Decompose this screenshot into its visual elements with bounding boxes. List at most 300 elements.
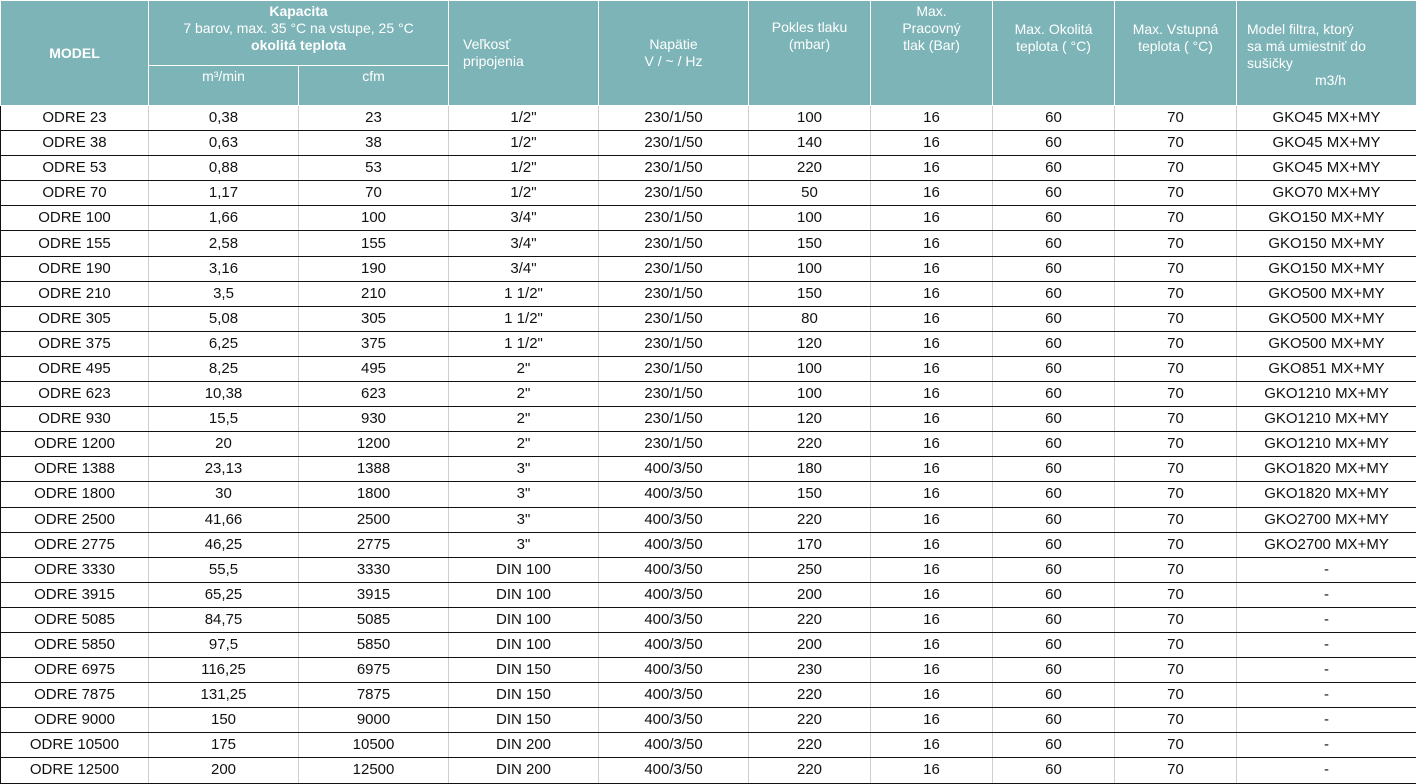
cell-filter-model: GKO150 MX+MY xyxy=(1237,231,1416,256)
cell-capacity-cfm: 9000 xyxy=(299,708,449,733)
cell-max-pressure: 16 xyxy=(871,683,993,708)
cell-connection: 1/2" xyxy=(449,106,599,131)
cell-pressure-drop: 80 xyxy=(749,306,871,331)
cell-capacity-cfm: 53 xyxy=(299,156,449,181)
cell-capacity-cfm: 2775 xyxy=(299,532,449,557)
cell-capacity-cfm: 1200 xyxy=(299,432,449,457)
cell-voltage: 400/3/50 xyxy=(599,557,749,582)
header-unit-m3: m³/min xyxy=(149,66,299,106)
cell-max-pressure: 16 xyxy=(871,482,993,507)
cell-max-inlet-temp: 70 xyxy=(1115,683,1237,708)
cell-model: ODRE 5085 xyxy=(1,607,149,632)
cell-model: ODRE 70 xyxy=(1,181,149,206)
cell-max-inlet-temp: 70 xyxy=(1115,231,1237,256)
cell-filter-model: GKO45 MX+MY xyxy=(1237,106,1416,131)
cell-max-inlet-temp: 70 xyxy=(1115,482,1237,507)
cell-max-inlet-temp: 70 xyxy=(1115,658,1237,683)
cell-max-inlet-temp: 70 xyxy=(1115,331,1237,356)
header-pracovny-line3: tlak (Bar) xyxy=(903,37,960,53)
cell-voltage: 230/1/50 xyxy=(599,331,749,356)
cell-pressure-drop: 100 xyxy=(749,356,871,381)
cell-pressure-drop: 220 xyxy=(749,607,871,632)
cell-pressure-drop: 200 xyxy=(749,632,871,657)
cell-max-ambient-temp: 60 xyxy=(993,156,1115,181)
cell-max-ambient-temp: 60 xyxy=(993,457,1115,482)
cell-filter-model: GKO70 MX+MY xyxy=(1237,181,1416,206)
cell-pressure-drop: 230 xyxy=(749,658,871,683)
cell-pressure-drop: 100 xyxy=(749,256,871,281)
cell-max-ambient-temp: 60 xyxy=(993,281,1115,306)
cell-model: ODRE 38 xyxy=(1,131,149,156)
cell-max-pressure: 16 xyxy=(871,582,993,607)
cell-filter-model: - xyxy=(1237,708,1416,733)
header-filter-line1: Model filtra, ktorý xyxy=(1247,21,1354,37)
header-pokles xyxy=(749,1,871,106)
cell-max-inlet-temp: 70 xyxy=(1115,256,1237,281)
cell-voltage: 230/1/50 xyxy=(599,156,749,181)
cell-max-pressure: 16 xyxy=(871,356,993,381)
cell-connection: DIN 100 xyxy=(449,607,599,632)
cell-connection: 2" xyxy=(449,432,599,457)
cell-max-inlet-temp: 70 xyxy=(1115,532,1237,557)
cell-filter-model: - xyxy=(1237,758,1416,783)
cell-voltage: 230/1/50 xyxy=(599,281,749,306)
cell-capacity-cfm: 1388 xyxy=(299,457,449,482)
cell-capacity-cfm: 375 xyxy=(299,331,449,356)
cell-max-inlet-temp: 70 xyxy=(1115,607,1237,632)
cell-voltage: 230/1/50 xyxy=(599,206,749,231)
cell-max-ambient-temp: 60 xyxy=(993,557,1115,582)
cell-connection: DIN 200 xyxy=(449,758,599,783)
cell-max-pressure: 16 xyxy=(871,382,993,407)
table-row xyxy=(1,582,1416,607)
cell-voltage: 230/1/50 xyxy=(599,356,749,381)
cell-max-inlet-temp: 70 xyxy=(1115,557,1237,582)
table-row xyxy=(1,557,1416,582)
cell-voltage: 230/1/50 xyxy=(599,256,749,281)
cell-voltage: 230/1/50 xyxy=(599,306,749,331)
table-row xyxy=(1,131,1416,156)
cell-capacity-m3: 116,25 xyxy=(149,658,299,683)
cell-filter-model: GKO500 MX+MY xyxy=(1237,281,1416,306)
table-row xyxy=(1,683,1416,708)
cell-model: ODRE 623 xyxy=(1,382,149,407)
header-filter-line3: sušičky xyxy=(1247,55,1293,71)
cell-pressure-drop: 150 xyxy=(749,231,871,256)
cell-max-pressure: 16 xyxy=(871,156,993,181)
cell-max-inlet-temp: 70 xyxy=(1115,382,1237,407)
cell-max-ambient-temp: 60 xyxy=(993,331,1115,356)
cell-connection: DIN 150 xyxy=(449,708,599,733)
cell-voltage: 230/1/50 xyxy=(599,231,749,256)
cell-connection: 1/2" xyxy=(449,156,599,181)
table-row xyxy=(1,356,1416,381)
cell-max-ambient-temp: 60 xyxy=(993,106,1115,131)
cell-model: ODRE 1200 xyxy=(1,432,149,457)
cell-capacity-cfm: 70 xyxy=(299,181,449,206)
cell-capacity-m3: 131,25 xyxy=(149,683,299,708)
cell-capacity-cfm: 3915 xyxy=(299,582,449,607)
cell-max-ambient-temp: 60 xyxy=(993,758,1115,783)
cell-filter-model: GKO500 MX+MY xyxy=(1237,331,1416,356)
cell-model: ODRE 190 xyxy=(1,256,149,281)
cell-voltage: 400/3/50 xyxy=(599,507,749,532)
cell-max-inlet-temp: 70 xyxy=(1115,156,1237,181)
cell-model: ODRE 305 xyxy=(1,306,149,331)
cell-capacity-cfm: 2500 xyxy=(299,507,449,532)
cell-max-ambient-temp: 60 xyxy=(993,356,1115,381)
cell-voltage: 400/3/50 xyxy=(599,758,749,783)
cell-pressure-drop: 50 xyxy=(749,181,871,206)
cell-filter-model: GKO2700 MX+MY xyxy=(1237,507,1416,532)
cell-filter-model: - xyxy=(1237,582,1416,607)
cell-connection: DIN 150 xyxy=(449,683,599,708)
cell-max-ambient-temp: 60 xyxy=(993,632,1115,657)
cell-connection: 3" xyxy=(449,482,599,507)
table-row xyxy=(1,758,1416,783)
table-row xyxy=(1,457,1416,482)
cell-capacity-m3: 84,75 xyxy=(149,607,299,632)
cell-max-inlet-temp: 70 xyxy=(1115,708,1237,733)
cell-max-ambient-temp: 60 xyxy=(993,181,1115,206)
cell-connection: 3/4" xyxy=(449,231,599,256)
cell-filter-model: GKO45 MX+MY xyxy=(1237,131,1416,156)
cell-max-ambient-temp: 60 xyxy=(993,231,1115,256)
cell-capacity-cfm: 23 xyxy=(299,106,449,131)
cell-pressure-drop: 250 xyxy=(749,557,871,582)
cell-max-ambient-temp: 60 xyxy=(993,432,1115,457)
table-body xyxy=(1,106,1416,784)
cell-pressure-drop: 140 xyxy=(749,131,871,156)
cell-capacity-cfm: 623 xyxy=(299,382,449,407)
table-row xyxy=(1,658,1416,683)
cell-pressure-drop: 120 xyxy=(749,331,871,356)
header-pracovny-line2: Pracovný xyxy=(902,20,961,36)
cell-model: ODRE 375 xyxy=(1,331,149,356)
cell-capacity-cfm: 6975 xyxy=(299,658,449,683)
cell-pressure-drop: 220 xyxy=(749,733,871,758)
header-pracovny-tlak xyxy=(871,1,993,106)
cell-max-inlet-temp: 70 xyxy=(1115,457,1237,482)
table-row xyxy=(1,632,1416,657)
cell-model: ODRE 3330 xyxy=(1,557,149,582)
cell-max-pressure: 16 xyxy=(871,507,993,532)
cell-max-pressure: 16 xyxy=(871,457,993,482)
cell-filter-model: - xyxy=(1237,557,1416,582)
cell-capacity-m3: 10,38 xyxy=(149,382,299,407)
cell-voltage: 400/3/50 xyxy=(599,658,749,683)
cell-connection: 1 1/2" xyxy=(449,331,599,356)
cell-voltage: 400/3/50 xyxy=(599,607,749,632)
cell-max-pressure: 16 xyxy=(871,632,993,657)
cell-max-inlet-temp: 70 xyxy=(1115,206,1237,231)
cell-voltage: 230/1/50 xyxy=(599,432,749,457)
cell-capacity-cfm: 38 xyxy=(299,131,449,156)
cell-voltage: 400/3/50 xyxy=(599,457,749,482)
cell-model: ODRE 3915 xyxy=(1,582,149,607)
table-row xyxy=(1,156,1416,181)
cell-pressure-drop: 180 xyxy=(749,457,871,482)
cell-voltage: 400/3/50 xyxy=(599,632,749,657)
cell-model: ODRE 930 xyxy=(1,407,149,432)
table-row xyxy=(1,206,1416,231)
cell-model: ODRE 1800 xyxy=(1,482,149,507)
cell-pressure-drop: 150 xyxy=(749,281,871,306)
table-row xyxy=(1,507,1416,532)
cell-voltage: 230/1/50 xyxy=(599,131,749,156)
cell-filter-model: GKO851 MX+MY xyxy=(1237,356,1416,381)
table-row xyxy=(1,607,1416,632)
table-row xyxy=(1,306,1416,331)
table-row xyxy=(1,256,1416,281)
cell-max-inlet-temp: 70 xyxy=(1115,582,1237,607)
cell-capacity-m3: 1,17 xyxy=(149,181,299,206)
cell-max-pressure: 16 xyxy=(871,557,993,582)
cell-max-pressure: 16 xyxy=(871,256,993,281)
header-model: MODEL xyxy=(1,1,149,106)
cell-capacity-m3: 175 xyxy=(149,733,299,758)
cell-max-ambient-temp: 60 xyxy=(993,683,1115,708)
cell-filter-model: GKO2700 MX+MY xyxy=(1237,532,1416,557)
cell-pressure-drop: 100 xyxy=(749,106,871,131)
cell-voltage: 400/3/50 xyxy=(599,708,749,733)
cell-capacity-cfm: 7875 xyxy=(299,683,449,708)
header-okolita-teplota xyxy=(993,1,1115,106)
cell-pressure-drop: 200 xyxy=(749,582,871,607)
cell-max-pressure: 16 xyxy=(871,708,993,733)
cell-filter-model: GKO150 MX+MY xyxy=(1237,256,1416,281)
header-velkost-line2: pripojenia xyxy=(463,53,524,69)
cell-model: ODRE 12500 xyxy=(1,758,149,783)
cell-filter-model: - xyxy=(1237,632,1416,657)
table-row xyxy=(1,106,1416,131)
header-kapacita-sub2: okolitá teplota xyxy=(251,37,346,53)
table-row xyxy=(1,532,1416,557)
cell-max-pressure: 16 xyxy=(871,306,993,331)
cell-voltage: 400/3/50 xyxy=(599,482,749,507)
header-kapacita xyxy=(149,1,449,66)
cell-capacity-cfm: 155 xyxy=(299,231,449,256)
header-filter-model xyxy=(1237,1,1416,106)
table-row xyxy=(1,331,1416,356)
cell-max-inlet-temp: 70 xyxy=(1115,281,1237,306)
cell-voltage: 230/1/50 xyxy=(599,407,749,432)
cell-filter-model: - xyxy=(1237,683,1416,708)
cell-pressure-drop: 220 xyxy=(749,708,871,733)
table-row xyxy=(1,432,1416,457)
cell-max-inlet-temp: 70 xyxy=(1115,306,1237,331)
cell-max-pressure: 16 xyxy=(871,607,993,632)
cell-filter-model: GKO45 MX+MY xyxy=(1237,156,1416,181)
cell-max-ambient-temp: 60 xyxy=(993,131,1115,156)
cell-connection: 3/4" xyxy=(449,256,599,281)
cell-voltage: 400/3/50 xyxy=(599,582,749,607)
table-row xyxy=(1,181,1416,206)
cell-max-ambient-temp: 60 xyxy=(993,407,1115,432)
header-vstupna-line2: teplota ( °C) xyxy=(1138,38,1213,54)
cell-max-inlet-temp: 70 xyxy=(1115,131,1237,156)
cell-max-pressure: 16 xyxy=(871,131,993,156)
cell-voltage: 230/1/50 xyxy=(599,106,749,131)
cell-max-inlet-temp: 70 xyxy=(1115,432,1237,457)
cell-pressure-drop: 120 xyxy=(749,407,871,432)
cell-pressure-drop: 150 xyxy=(749,482,871,507)
cell-filter-model: - xyxy=(1237,733,1416,758)
cell-model: ODRE 23 xyxy=(1,106,149,131)
cell-max-pressure: 16 xyxy=(871,231,993,256)
table-row xyxy=(1,708,1416,733)
cell-max-inlet-temp: 70 xyxy=(1115,407,1237,432)
cell-connection: 1 1/2" xyxy=(449,306,599,331)
cell-model: ODRE 10500 xyxy=(1,733,149,758)
cell-pressure-drop: 100 xyxy=(749,382,871,407)
cell-model: ODRE 5850 xyxy=(1,632,149,657)
cell-model: ODRE 2775 xyxy=(1,532,149,557)
cell-capacity-cfm: 12500 xyxy=(299,758,449,783)
cell-max-pressure: 16 xyxy=(871,331,993,356)
cell-max-pressure: 16 xyxy=(871,733,993,758)
cell-connection: 3/4" xyxy=(449,206,599,231)
cell-pressure-drop: 220 xyxy=(749,432,871,457)
cell-capacity-cfm: 1800 xyxy=(299,482,449,507)
cell-max-ambient-temp: 60 xyxy=(993,382,1115,407)
header-filter-line4: m3/h xyxy=(1314,72,1347,88)
cell-capacity-cfm: 495 xyxy=(299,356,449,381)
cell-connection: 1 1/2" xyxy=(449,281,599,306)
cell-model: ODRE 9000 xyxy=(1,708,149,733)
cell-connection: DIN 100 xyxy=(449,557,599,582)
cell-capacity-m3: 0,38 xyxy=(149,106,299,131)
header-vstupna-line1: Max. Vstupná xyxy=(1132,21,1219,37)
cell-pressure-drop: 220 xyxy=(749,507,871,532)
cell-capacity-m3: 0,88 xyxy=(149,156,299,181)
header-okolita-line2: teplota ( °C) xyxy=(1016,38,1091,54)
cell-model: ODRE 2500 xyxy=(1,507,149,532)
cell-pressure-drop: 170 xyxy=(749,532,871,557)
cell-model: ODRE 495 xyxy=(1,356,149,381)
header-napatie-line2: V / ~ / Hz xyxy=(644,53,703,69)
header-velkost xyxy=(449,1,599,106)
cell-capacity-m3: 65,25 xyxy=(149,582,299,607)
cell-capacity-m3: 150 xyxy=(149,708,299,733)
cell-filter-model: GKO150 MX+MY xyxy=(1237,206,1416,231)
cell-connection: 2" xyxy=(449,356,599,381)
cell-capacity-cfm: 190 xyxy=(299,256,449,281)
cell-max-pressure: 16 xyxy=(871,658,993,683)
cell-pressure-drop: 220 xyxy=(749,156,871,181)
cell-capacity-cfm: 5085 xyxy=(299,607,449,632)
cell-max-ambient-temp: 60 xyxy=(993,507,1115,532)
cell-filter-model: GKO1210 MX+MY xyxy=(1237,432,1416,457)
cell-voltage: 400/3/50 xyxy=(599,532,749,557)
cell-model: ODRE 1388 xyxy=(1,457,149,482)
table-header xyxy=(1,1,1416,106)
table-row xyxy=(1,733,1416,758)
cell-max-ambient-temp: 60 xyxy=(993,306,1115,331)
cell-model: ODRE 53 xyxy=(1,156,149,181)
header-pracovny-line1: Max. xyxy=(916,3,947,19)
cell-max-pressure: 16 xyxy=(871,106,993,131)
cell-max-ambient-temp: 60 xyxy=(993,607,1115,632)
cell-capacity-m3: 20 xyxy=(149,432,299,457)
table-row xyxy=(1,281,1416,306)
cell-max-pressure: 16 xyxy=(871,281,993,306)
header-pokles-line1: Pokles tlaku xyxy=(771,19,848,35)
cell-model: ODRE 7875 xyxy=(1,683,149,708)
cell-max-inlet-temp: 70 xyxy=(1115,181,1237,206)
cell-capacity-m3: 2,58 xyxy=(149,231,299,256)
cell-max-pressure: 16 xyxy=(871,758,993,783)
cell-capacity-cfm: 210 xyxy=(299,281,449,306)
cell-max-ambient-temp: 60 xyxy=(993,532,1115,557)
cell-connection: 1/2" xyxy=(449,181,599,206)
cell-pressure-drop: 220 xyxy=(749,683,871,708)
cell-capacity-cfm: 305 xyxy=(299,306,449,331)
cell-capacity-m3: 23,13 xyxy=(149,457,299,482)
cell-connection: DIN 100 xyxy=(449,582,599,607)
table-row xyxy=(1,382,1416,407)
cell-filter-model: - xyxy=(1237,658,1416,683)
cell-max-ambient-temp: 60 xyxy=(993,582,1115,607)
cell-capacity-cfm: 100 xyxy=(299,206,449,231)
cell-pressure-drop: 220 xyxy=(749,758,871,783)
cell-capacity-cfm: 5850 xyxy=(299,632,449,657)
cell-capacity-m3: 41,66 xyxy=(149,507,299,532)
cell-capacity-cfm: 3330 xyxy=(299,557,449,582)
table-row xyxy=(1,482,1416,507)
cell-pressure-drop: 100 xyxy=(749,206,871,231)
cell-max-inlet-temp: 70 xyxy=(1115,106,1237,131)
cell-filter-model: GKO1820 MX+MY xyxy=(1237,482,1416,507)
cell-filter-model: GKO1210 MX+MY xyxy=(1237,407,1416,432)
cell-max-pressure: 16 xyxy=(871,532,993,557)
cell-max-inlet-temp: 70 xyxy=(1115,507,1237,532)
cell-filter-model: GKO1820 MX+MY xyxy=(1237,457,1416,482)
cell-capacity-m3: 55,5 xyxy=(149,557,299,582)
cell-max-inlet-temp: 70 xyxy=(1115,733,1237,758)
cell-capacity-m3: 97,5 xyxy=(149,632,299,657)
cell-max-ambient-temp: 60 xyxy=(993,733,1115,758)
cell-capacity-m3: 200 xyxy=(149,758,299,783)
cell-voltage: 230/1/50 xyxy=(599,181,749,206)
cell-model: ODRE 6975 xyxy=(1,658,149,683)
cell-capacity-cfm: 930 xyxy=(299,407,449,432)
cell-capacity-m3: 3,5 xyxy=(149,281,299,306)
cell-max-ambient-temp: 60 xyxy=(993,658,1115,683)
cell-capacity-m3: 1,66 xyxy=(149,206,299,231)
cell-max-inlet-temp: 70 xyxy=(1115,758,1237,783)
cell-max-inlet-temp: 70 xyxy=(1115,356,1237,381)
cell-voltage: 400/3/50 xyxy=(599,683,749,708)
cell-capacity-m3: 46,25 xyxy=(149,532,299,557)
cell-capacity-m3: 15,5 xyxy=(149,407,299,432)
cell-connection: 1/2" xyxy=(449,131,599,156)
cell-connection: 3" xyxy=(449,532,599,557)
cell-max-ambient-temp: 60 xyxy=(993,256,1115,281)
cell-connection: 3" xyxy=(449,507,599,532)
cell-model: ODRE 155 xyxy=(1,231,149,256)
header-unit-cfm: cfm xyxy=(299,66,449,106)
cell-max-pressure: 16 xyxy=(871,206,993,231)
cell-filter-model: GKO1210 MX+MY xyxy=(1237,382,1416,407)
header-velkost-line1: Veľkosť xyxy=(463,36,511,52)
header-okolita-line1: Max. Okolitá xyxy=(1014,21,1093,37)
cell-connection: 2" xyxy=(449,382,599,407)
cell-voltage: 230/1/50 xyxy=(599,382,749,407)
header-napatie xyxy=(599,1,749,106)
header-filter-line2: sa má umiestniť do xyxy=(1247,38,1366,54)
cell-capacity-m3: 6,25 xyxy=(149,331,299,356)
